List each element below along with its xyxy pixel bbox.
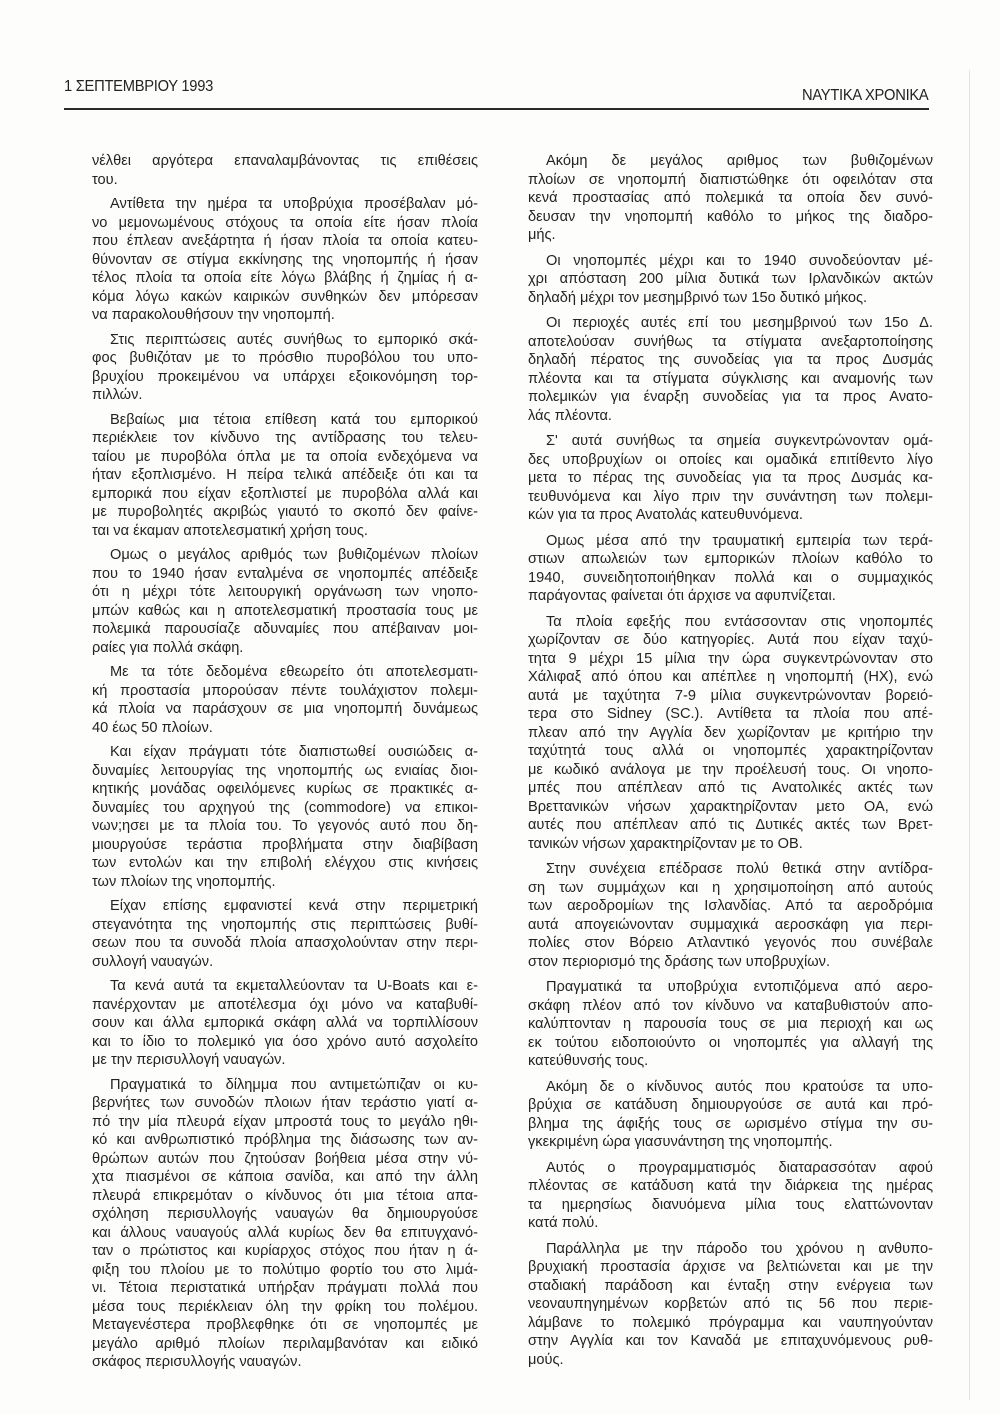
text-line: πλέοντα και τα στίγματα σύγκλισης και αναμονής των: [528, 370, 933, 387]
text-line: Με τα τότε δεδομένα εθεωρείτο ότι αποτελεσματι-: [110, 664, 478, 680]
text-line: δευσαν την νηοπομπή καθόλο το μήκος της διαδρο-: [528, 208, 933, 225]
text-line: μούς.: [528, 1351, 564, 1368]
text-line: Στην συνέχεια επέδρασε πολύ θετικά στην αντίδρα-: [546, 861, 933, 877]
text-line: κή προστασία μπορούσαν πέντε τουλάχιστον πολεμι-: [92, 682, 478, 699]
text-line: τέλος πλοία τα οποία είτε λόγω βλάβης ή ζημίας ή α-: [92, 270, 478, 286]
text-line: Οι νηοπομπές μέχρι και το 1940 συνοδεύονταν μέ-: [546, 252, 933, 269]
text-line: με κωδικό ανάλογα με την προέλευσή τους. Οι νηοπο-: [528, 761, 933, 778]
text-line: και άλλους ναυαγούς αλλά κυρίως δεν θα επιτυγχανό-: [92, 1224, 478, 1241]
paragraph: [528, 432, 933, 525]
paragraph: [528, 314, 933, 425]
text-line: 1940, συνειδητοποιήθηκαν πολλά και ο συμμαχικός: [528, 569, 933, 586]
text-line: στεγανότητα της νηοπομπής στις περιπτώσεις βυθί-: [92, 916, 478, 933]
text-line: γκεκριμένη ώρα γιασυνάντηση της νηοπομπής.: [528, 1134, 833, 1150]
text-line: σταδιακή παράδοση και ένταξη στην ενέργεια των: [528, 1277, 933, 1294]
text-line: πολεμικών για έναρξη συνοδείας για τα προς Ανατο-: [528, 389, 933, 405]
text-line: νι. Τέτοια περιστατικά υπήρξαν πράγματι πολλά που: [92, 1280, 478, 1296]
text-line: κενά προστασίας από πολεμικά τα οποία δεν συνό-: [528, 190, 933, 206]
header-rule: [64, 108, 929, 110]
text-line: Βεβαίως μια τέτοια επίθεση κατά του εμπορικού: [110, 411, 478, 428]
text-line: πολεμικά παρουσίαζε αδυναμίες που απέβαιναν μοι-: [92, 621, 478, 637]
paragraph: [92, 663, 478, 737]
text-line: Σ' αυτά συνήθως τα σημεία συγκεντρώνονταν ομά-: [546, 433, 933, 449]
text-line: τανικών νήσων χαρακτηρίζονταν με το ΟΒ.: [528, 835, 803, 852]
text-line: σεων που τα συνοδά πλοία απασχολούνταν στην περι-: [92, 935, 478, 951]
text-line: βρυχίου προκειμένου να υπάρχει εξοικονόμηση τορ-: [92, 368, 478, 385]
paragraph: [528, 532, 933, 606]
text-line: πολίες στον Βόρειο Ατλαντικό γεγονός που συνέβαλε: [528, 935, 933, 951]
paragraph: [528, 152, 933, 245]
text-line: πιλλών.: [92, 387, 143, 403]
text-line: περιέκλειε τον κίνδυνο της αντίδρασης του τελευ-: [92, 430, 478, 446]
text-line: συλλογή ναυαγών.: [92, 953, 214, 970]
text-line: κατά πολύ.: [528, 1215, 599, 1231]
paragraph: [92, 152, 478, 189]
paragraph: [528, 613, 933, 854]
text-line: πλεαν από την Αγγλία δεν χωρίζονταν με κριτήριο την: [528, 724, 933, 741]
text-line: νέλθει αργότερα επαναλαμβάνοντας τις επιθέσεις: [92, 153, 478, 169]
text-line: δηλαδή μέχρι τον μεσημβρινό των 15ο δυτικό μήκος.: [528, 289, 868, 306]
text-line: βρύχια σε κατάδυση δημιουργούσε σε αυτά και πρό-: [528, 1097, 933, 1113]
text-line: δυναμίες του αρχηγού της (commodore) να επικοι-: [92, 799, 478, 816]
text-line: μής.: [528, 227, 556, 243]
paragraph: [92, 977, 478, 1070]
text-line: εμπορικά που είχαν εξοπλιστεί με πυροβόλα αλλά και: [92, 485, 478, 502]
text-line: δες υποβρυχίων οι οποίες και ομαδικά επιτίθεντο λίγο: [528, 451, 933, 468]
text-line: πλοίων σε νηοπομπή διαπιστώθηκε ότι οφειλόταν στα: [528, 171, 933, 188]
text-line: βερνήτες των συνοδών πλοιων ήταν τεράστιο γιατί α-: [92, 1095, 478, 1111]
text-line: θύνονταν σε στίγμα εκκίνησης της νηοπομπής ή ήσαν: [92, 251, 478, 268]
issue-date: 1 ΣΕΠΤΕΜΒΡΙΟΥ 1993: [64, 78, 214, 95]
paragraph: [92, 195, 478, 325]
paragraph: [528, 1159, 933, 1233]
text-line: τευθυνόμενα και λίγο πριν την συνάντηση των πολεμι-: [528, 488, 933, 505]
text-line: κόμα λόγω κακών καιρικών συνθηκών δεν μπόρεσαν: [92, 288, 478, 305]
text-line: στιων απωλειών των εμπορικών πλοίων καθόλο το: [528, 551, 933, 567]
text-line: καλύπτονταν η παρουσία τους σε μια περιοχή και ως: [528, 1016, 933, 1032]
text-line: χωρίζονταν σε δύο κατηγορίες. Αυτά που είχαν ταχύ-: [528, 632, 933, 648]
text-line: Πραγματικά το δίλημμα που αντιμετώπιζαν οι κυ-: [110, 1076, 478, 1093]
text-line: των εντολών και την επιβολή ελέγχου στις κινήσεις: [92, 855, 478, 871]
text-line: πό την μία πλευρά είχαν μπροστά τους το μεγάλο ηθι-: [92, 1113, 478, 1130]
text-line: στην Αγγλία και τον Καναδά με επιταχυνόμενους ρυθ-: [528, 1333, 933, 1349]
text-line: νεοναυπηγημένων κορβετών από τις 56 που περιε-: [528, 1296, 933, 1312]
text-line: νο μεμονωμένους στόχους τα οποία είτε ήσαν πλοία: [92, 214, 478, 231]
paragraph: [528, 978, 933, 1071]
text-line: μεγάλο αριθμό πλοίων περιλαμβανόταν και ειδικό: [92, 1335, 478, 1352]
text-line: και το ίδιο το πολεμικό για όσο χρόνο αυτό ασχολείτο: [92, 1033, 478, 1050]
left-column: [92, 152, 478, 1378]
text-line: τερα στο Sidney (SC.). Αντίθετα τα πλοία που απέ-: [528, 706, 933, 722]
text-line: Παράλληλα με την πάροδο του χρόνου η ανθυπο-: [546, 1240, 933, 1257]
text-line: σκάφος περισυλλογής ναυαγών.: [92, 1354, 302, 1370]
text-line: Αυτός ο προγραμματισμός διαταρασσόταν αφού: [546, 1159, 933, 1176]
text-line: θρώπων αυτών που ζητούσαν βοήθεια μέσα στην νύ-: [92, 1150, 478, 1167]
text-line: ση των συμμάχων και η χρησιμοποίηση από αυτούς: [528, 879, 933, 896]
text-line: Είχαν επίσης εμφανιστεί κενά στην περιμετρική: [110, 898, 478, 914]
text-line: Τα κενά αυτά τα εκμεταλλεύονταν τα U-Boats και ε-: [110, 978, 478, 994]
text-line: μπές που απέπλεαν από τις Ανατολικές ακτές των: [528, 780, 933, 796]
text-line: Ακόμη δε ο κίνδυνος αυτός που κρατούσε τα υπο-: [546, 1078, 933, 1095]
text-line: κατεύθυνσής τους.: [528, 1053, 649, 1069]
text-line: αυτά απογειώνονταν συμμαχικά αεροσκάφη για περι-: [528, 916, 933, 933]
text-line: Ομως ο μεγάλος αριθμός των βυθιζομένων πλοίων: [110, 547, 478, 563]
text-line: σκάφη πλέον από τον κίνδυνο να καταβυθιστούν απο-: [528, 997, 933, 1014]
text-line: Και είχαν πράγματι τότε διαπιστωθεί ουσιώδεις α-: [110, 744, 478, 760]
text-line: ταχύτητά τους αλλά οι νηοπομπές χαρακτηρίζονταν: [528, 743, 933, 759]
text-line: με πυροβολητές ακριβώς γιαυτό το σκοπό δεν φαίνε-: [92, 504, 478, 520]
text-line: μιουργούσε τεράστια προβλήματα στην διαβίβαση: [92, 836, 478, 853]
text-line: του.: [92, 171, 118, 188]
text-line: κητικής μονάδας οφειλόμενες κυρίως σε πρακτικές α-: [92, 781, 478, 797]
text-line: ται να έκαμαν αποτελεσματική χρήση τους.: [92, 522, 368, 539]
text-line: αποτελούσαν συνήθως τα στίγματα ανεξαρτοποίησης: [528, 333, 933, 350]
text-line: 40 έως 50 πλοίων.: [92, 719, 213, 736]
text-line: Μεταγενέστερα προβλεφθηκε ότι σε νηοπομπές με: [92, 1317, 478, 1333]
text-line: ότι η μέχρι τότε λειτουργική οργάνωση των νηοπο-: [92, 584, 478, 600]
text-line: βρυχιακή προστασία άρχισε να βελτιώνεται και με την: [528, 1259, 933, 1275]
text-line: ήταν εξοπλισμένο. Η πείρα τελικά απέδειξε ότι και τα: [92, 467, 478, 483]
text-line: αυτά με ταχύτητα 7-9 μίλια συγκεντρώνονταν βορειό-: [528, 687, 933, 704]
text-line: φιξη του πλοίου με το πολύτιμο φορτίο του στο λιμά-: [92, 1261, 478, 1278]
text-line: Οι περιοχές αυτές επί του μεσημβρινού των 15ο Δ.: [546, 315, 933, 331]
text-line: Ομως μέσα από την τραυματική εμπειρία των τερά-: [546, 532, 933, 549]
text-line: δυναμίες λειτουργίας της νηοπομπής ως ενιαίας διοι-: [92, 762, 478, 779]
text-line: που έπλεαν ανεξάρτητα ή ήσαν πλοία τα οποία κατευ-: [92, 233, 478, 249]
text-line: κά πλοία να παράσχουν σε μια νηοπομπή δυνάμεως: [92, 701, 478, 717]
text-line: πλέοντας σε κατάδυση κατά την διάρκεια της ημέρας: [528, 1178, 933, 1194]
scan-edge-line: [969, 70, 970, 1400]
text-line: τα ημερησίως διανυόμενα μίλια τους ελαττώνονταν: [528, 1196, 933, 1213]
text-line: χτα πιασμένοι σε κάποια σανίδα, και από την άλλη: [92, 1169, 478, 1185]
paragraph: [92, 743, 478, 891]
paragraph: [92, 546, 478, 657]
text-line: εκ τούτου ειδοποιούντο οι νηοπομπές για αλλαγή της: [528, 1034, 933, 1051]
text-line: λάς πλέοντα.: [528, 407, 612, 424]
text-line: χρι απόσταση 200 μίλια δυτικά των Ιρλανδικών ακτών: [528, 271, 933, 287]
paragraph: [92, 411, 478, 541]
text-line: μετα το πέρας της συνοδείας για τα προς Δυσμάς κα-: [528, 470, 933, 486]
text-line: νων;ησει με τα πλοία του. Το γεγονός αυτό που δη-: [92, 818, 478, 834]
text-line: βλημα της άφιξής τους σε ωρισμένο στίγμα την συ-: [528, 1115, 933, 1132]
text-line: ταίου με πυροβόλα όπλα με τα οποία ενδεχόμενα να: [92, 448, 478, 465]
text-line: των αεροδρομίων της Ισλανδίας. Από τα αεροδρόμια: [528, 898, 933, 914]
paragraph: [528, 252, 933, 308]
text-line: Στις περιπτώσεις αυτές συνήθως το εμπορικό σκά-: [110, 331, 478, 348]
text-line: με την περισυλλογή ναυαγών.: [92, 1052, 286, 1068]
text-line: Χάλιφαξ από όπου και απέπλεε η νηοπομπή (HX), ενώ: [528, 669, 933, 685]
text-line: φος βυθιζόταν με το πρόσθιο πυροβόλου του υπο-: [92, 350, 478, 366]
text-line: λάμβανε το πολεμικό πρόγραμμα και ναυπηγούνταν: [528, 1314, 933, 1331]
text-line: σχόληση περισυλλογής ναυαγών θα δημιουργούσε: [92, 1206, 478, 1222]
text-line: Αντίθετα την ημέρα τα υποβρύχια προσέβαλαν μό-: [110, 196, 478, 212]
paragraph: [92, 331, 478, 405]
text-line: κό και ανθρωπιστικό πρόβλημα της διάσωσης των αν-: [92, 1132, 478, 1148]
text-line: κών για τα προς Ανατολάς κατευθυνόμενα.: [528, 507, 803, 523]
right-column: [528, 152, 933, 1376]
paragraph: [528, 860, 933, 971]
text-line: Πραγματικά τα υποβρύχια εντοπιζόμενα από αερο-: [546, 979, 933, 995]
text-line: Βρεττανικών νήσων χαρακτηρίζονταν μετο ΟΑ, ενώ: [528, 798, 933, 815]
text-line: μπών καθώς και η αποτελεσματική προστασία τους με: [92, 602, 478, 619]
text-line: τητα 9 μέχρι 15 μίλια την ώρα συγκεντρώνονταν στο: [528, 650, 933, 667]
paragraph: [528, 1240, 933, 1370]
text-line: αυτές που απέπλεαν από τις Δυτικές ακτές των Βρετ-: [528, 817, 933, 833]
text-line: σουν και άλλα εμπορικά σκάφη αλλά να τορπιλλίσουν: [92, 1015, 478, 1031]
text-line: πανέρχονταν με αποτέλεσμα όχι μόνο να καταβυθί-: [92, 996, 478, 1013]
paragraph: [528, 1078, 933, 1152]
text-line: δηλαδή πέρατος της συνοδείας για τα προς Δυσμάς: [528, 352, 933, 368]
text-line: που το 1940 ήσαν ενταλμένα σε νηοπομπές απέδειξε: [92, 565, 478, 582]
text-line: να παρακολουθήσουν την νηοπομπή.: [92, 307, 335, 323]
text-line: Ακόμη δε μεγάλος αριθμος των βυθιζομένων: [546, 153, 933, 169]
paragraph: [92, 897, 478, 971]
text-line: ραίες για πολλά σκάφη.: [92, 639, 244, 656]
text-line: μέσα τους περιέκλειαν όλη την φρίκη του πολέμου.: [92, 1298, 478, 1315]
text-line: Τα πλοία εφεξής που εντάσσονταν στις νηοπομπές: [546, 613, 933, 630]
text-line: ταν ο πρώτιστος και κυρίαρχος στόχος που ήταν η ά-: [92, 1243, 478, 1259]
publication-title: ΝΑΥΤΙΚΑ ΧΡΟΝΙΚΑ: [801, 87, 928, 104]
text-line: παράγοντας φαίνεται ότι άρχισε να αφυπνίζεται.: [528, 588, 836, 604]
text-line: στον περιορισμό της δράσης των υποβρυχίων.: [528, 953, 831, 970]
text-line: των πλοίων της νηοπομπής.: [92, 873, 276, 890]
paragraph: [92, 1076, 478, 1372]
text-line: πλευρά επικρεμόταν ο κίνδυνος ότι μια τέτοια απα-: [92, 1187, 478, 1204]
